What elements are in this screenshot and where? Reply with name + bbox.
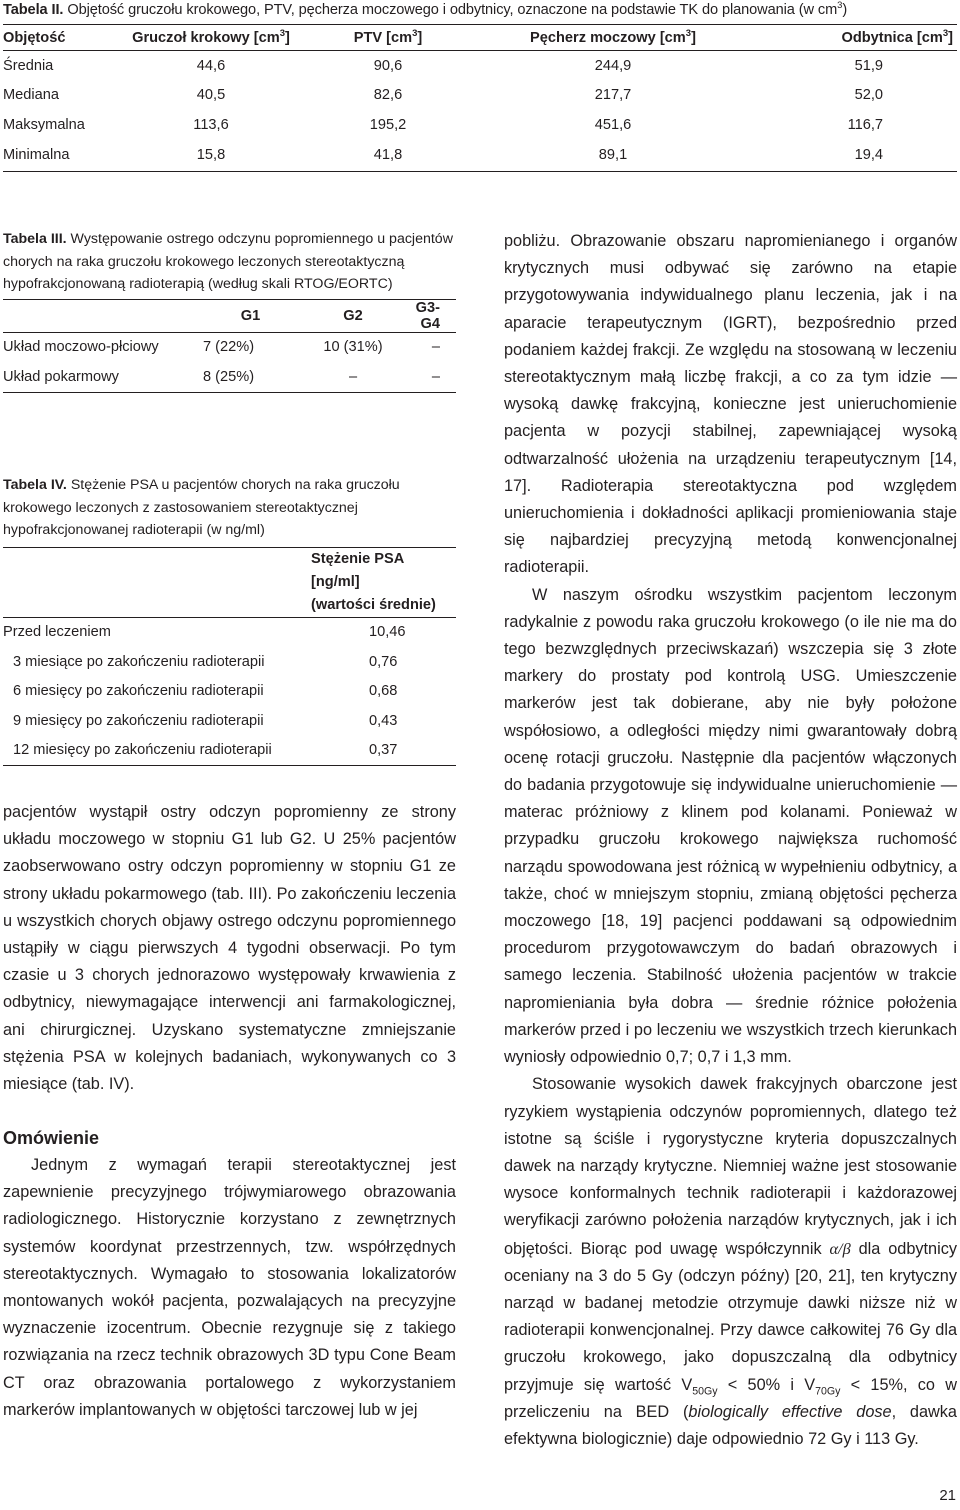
table-3-header-row xyxy=(3,299,456,332)
table-4-caption xyxy=(3,474,456,542)
table-2-header-cell: Pęcherz moczowy $[cm^3]$ xyxy=(475,25,751,51)
table-cell: 451,6 xyxy=(594,116,632,133)
table-2-caption-text: Objętość gruczołu krokowego, PTV, pęcherza moczowego i odbytnicy, oznaczone na podstawie TK do planowania (w cm xyxy=(63,2,838,18)
table-row xyxy=(3,736,456,766)
table-2-header-row xyxy=(3,25,957,51)
table-cell: 40,5 xyxy=(196,87,226,104)
table-cell: 217,7 xyxy=(594,87,632,104)
table-row xyxy=(3,617,456,647)
page-number: 21 xyxy=(939,1487,956,1504)
table-2-header-cell: Odbytnica $[cm^3]$ xyxy=(751,25,957,51)
paragraph: pacjentów wystąpił ostry odczyn popromienny ze strony układu moczowego w stopniu G1 lub G2. U 25% pacjentów zaobserwowano ostry odczyn popromienny w stopniu G1 ze strony układu pokarmowego (tab. III). Po zakończeniu leczenia u wszystkich chorych objawy ostrego odczynu popromiennego ustąpiły w ciągu pierwszych 4 tygodni obserwacji. Po tym czasie u 3 chorych jednorazowo występowały krwawienia z odbytnicy, niewymagające interwencji ani farmakologicznej, ani chirurgicznej. Uzyskano systematyczne zmniejszanie stężenia PSA w kolejnych badaniach, wykonywanych co 3 miesiące (tab. IV). xyxy=(3,803,456,1094)
table-row xyxy=(3,81,957,111)
table-cell: Układ moczowo-płciowy xyxy=(3,339,159,356)
table-cell: 113,6 xyxy=(193,116,229,133)
table-cell: 52,0 xyxy=(854,87,883,104)
table-4-header-cell: Stężenie PSA [ng/ml] (wartości średnie) xyxy=(311,547,456,617)
table-cell: Średnia xyxy=(3,57,54,74)
table-cell: 0,37 xyxy=(311,736,456,766)
table-row xyxy=(3,677,456,707)
table-4-caption-text: Stężenie PSA u pacjentów chorych na raka gruczołu krokowego leczonych z zastosowaniem stereotaktycznej hypofrakcjonowanej radioterapii (w ng/ml) xyxy=(3,477,400,538)
table-3-grid xyxy=(3,299,456,393)
table-2 xyxy=(3,0,957,172)
table-2-label: Tabela II. xyxy=(3,2,64,18)
left-discussion-paragraph xyxy=(3,1152,456,1424)
table-4-header-cell xyxy=(3,547,311,617)
table-4-header-row xyxy=(3,547,456,617)
paragraph: Jednym z wymagań terapii stereotaktycznej jest zapewnienie precyzyjnego trójwymiarowego obrazowania radiologicznego. Historycznie korzystano z zewnętrznych systemów koordynat przestrzennych, tzw. współrzędnych stereotaktycznych. Wymagało to stosowania lokalizatorów montowanych wokół pacjenta, pozwalających na precyzyjne wyznaczenie izocentrum. Obecnie rezygnuje się z takiego rozwiązania na rzecz technik obrazowych 3D typu Cone Beam CT oraz obrazowania portalowego z wykorzystaniem markerów implantowanych w objętości tarczowej lub w jej xyxy=(3,1156,456,1419)
table-row xyxy=(3,332,456,362)
table-4 xyxy=(3,474,456,766)
table-cell: 89,1 xyxy=(475,140,751,172)
table-row xyxy=(3,110,957,140)
table-3 xyxy=(3,228,456,393)
table-cell: 7 (22%) xyxy=(203,339,255,356)
table-3-header-cell: G2 xyxy=(298,299,408,332)
table-cell: 0,76 xyxy=(369,653,398,670)
table-cell: Układ pokarmowy xyxy=(3,362,203,392)
paragraph: Stosowanie wysokich dawek frakcyjnych obarczone jest ryzykiem wystąpienia odczynów popromiennych, dlatego też istotne są ściśle i rygorystyczne kryteria dopuszczalnych dawek na narządy krytyczne. Niemniej ważne jest stosowanie wysoce konformalnych technik radioterapii i każdorazowej weryfikacji zarówno położenia narządów krytycznych, jak i ich objętości. Biorąc pod uwagę współczynnik α/β dla odbytnicy oceniany na 3 do 5 Gy (odczyn późny) [20, 21], ten krytyczny narząd w badanej metodzie otrzymuje dawki niższe niż w radioterapii konwencjonalnej. Przy dawce całkowitej 76 Gy dla gruczołu krokowego, jako dopuszczalną dla odbytnicy przyjmuje się wartość $V_{50Gy} < 50\%$ i $V_{70Gy} < 15\%$, co w przeliczeniu na BED (biologically effective dose, dawka efektywna biologicznie) daje odpowiednio 72 Gy i 113 Gy. xyxy=(504,1075,957,1448)
table-2-header-cell: Objętość xyxy=(3,25,121,51)
table-cell: 19,4 xyxy=(751,140,957,172)
paragraph: W naszym ośrodku wszystkim pacjentom leczonym radykalnie z powodu raka gruczołu krokowego (o ile nie ma do tego bezwzględnych przeciwskazań) wszczepia się 3 złote markery do prostaty pod kontrolą USG. Umieszczenie markerów jest tak dobierane, aby nie były położone współosiowo, a odległości między nimi gwarantowały dobrą ocenę rotacji gruczołu. Następnie dla pacjentów włączonych do badania przygotowuje się indywidualne unieruchomienie — materac próżniowy z klinem pod kolanami. Ponieważ w przypadku gruczołu krokowego największa ruchomość narządu spowodowana jest różnicą w wypełnieniu odbytnicy, a także, choć w mniejszym stopniu, zmianą objętości pęcherza moczowego [18, 19] pacjenci poddawani są odpowiednim procedurom przygotowawczym do badań obrazowych i samego leczenia. Stabilność ułożenia pacjentów w trakcie napromieniania była dobra — średnie różnice położenia markerów przed i po leczeniu we wszystkich trzech kierunkach wyniosły odpowiednio 0,7; 0,7 i 1,3 mm. xyxy=(504,585,957,1067)
table-cell: 8 (25%) xyxy=(203,362,298,392)
table-cell: 10,46 xyxy=(369,624,406,641)
table-2-header-cell: Gruczoł krokowy $[cm^3]$ xyxy=(121,25,301,51)
section-heading-wrapper xyxy=(3,1126,456,1150)
table-cell: 51,9 xyxy=(854,57,883,74)
table-cell: 6 miesięcy po zakończeniu radioterapii xyxy=(13,683,264,700)
table-cell: 9 miesięcy po zakończeniu radioterapii xyxy=(13,712,264,729)
table-2-header-cell: PTV $[cm^3]$ xyxy=(301,25,475,51)
table-cell: – xyxy=(431,339,440,356)
table-cell: 0,68 xyxy=(369,683,398,700)
table-cell: Minimalna xyxy=(3,140,121,172)
table-row xyxy=(3,140,957,172)
table-row xyxy=(3,362,456,392)
table-cell: Przed leczeniem xyxy=(3,624,111,641)
table-cell: 44,6 xyxy=(196,57,226,74)
table-cell: 244,9 xyxy=(594,57,632,74)
right-column xyxy=(504,228,957,1453)
table-cell: 15,8 xyxy=(121,140,301,172)
table-cell: 12 miesięcy po zakończeniu radioterapii xyxy=(3,736,311,766)
table-row xyxy=(3,706,456,736)
table-cell: Maksymalna xyxy=(3,116,85,133)
table-4-grid xyxy=(3,547,456,767)
table-cell: 3 miesiące po zakończeniu radioterapii xyxy=(13,653,265,670)
table-2-grid xyxy=(3,24,957,172)
left-results-paragraph xyxy=(3,799,456,1098)
table-3-header-cell: G3-G4 xyxy=(408,299,456,332)
table-3-caption xyxy=(3,228,456,296)
table-cell: 0,43 xyxy=(369,712,398,729)
table-cell: 41,8 xyxy=(301,140,475,172)
table-2-caption xyxy=(3,0,957,20)
table-2-caption-end: ) xyxy=(842,2,848,18)
table-cell: Mediana xyxy=(3,87,59,104)
table-cell: 10 (31%) xyxy=(323,339,383,356)
table-cell: – xyxy=(298,362,408,392)
table-3-header-cell xyxy=(3,299,203,332)
table-4-label: Tabela IV. xyxy=(3,477,67,493)
table-row xyxy=(3,647,456,677)
table-cell: – xyxy=(408,362,456,392)
table-cell: 195,2 xyxy=(369,116,407,133)
table-3-header-cell: G1 xyxy=(203,299,298,332)
table-cell: 116,7 xyxy=(847,116,883,133)
section-heading: Omówienie xyxy=(3,1128,100,1148)
table-cell: 82,6 xyxy=(373,87,403,104)
table-cell: 90,6 xyxy=(373,57,403,74)
alpha-beta-symbol: α/β xyxy=(829,1238,851,1258)
table-2-caption-sup: 3 xyxy=(837,0,843,12)
table-row xyxy=(3,51,957,81)
paragraph: pobliżu. Obrazowanie obszaru napromienianego i organów krytycznych musi odbywać się zarówno na etapie przygotowywania indywidualnego planu leczenia, jak i na aparacie terapeutycznym (IGRT), bezpośrednio przed podaniem każdej frakcji. Ze względu na stosowaną w leczeniu stereotaktycznym małą liczbę frakcji, a co za tym idzie — wysoką dawkę frakcyjną, konieczne jest unieruchomienie pacjenta w pozycji stabilnej, zapewniającej wysoką odtwarzalność ułożenia na urządzeniu terapeutycznym [14, 17]. Radioterapia stereotaktyczna pod względem unieruchomienia i dokładności aplikacji promieniowania staje się najbardziej precyzyjną metodą konwencjonalnej radioterapii. xyxy=(504,232,957,577)
table-3-label: Tabela III. xyxy=(3,231,67,247)
table-3-caption-text: Występowanie ostrego odczynu popromiennego u pacjentów chorych na raka gruczołu krokowego leczonych stereotaktyczną hypofrakcjonowaną radioterapią (według skali RTOG/EORTC) xyxy=(3,231,453,292)
